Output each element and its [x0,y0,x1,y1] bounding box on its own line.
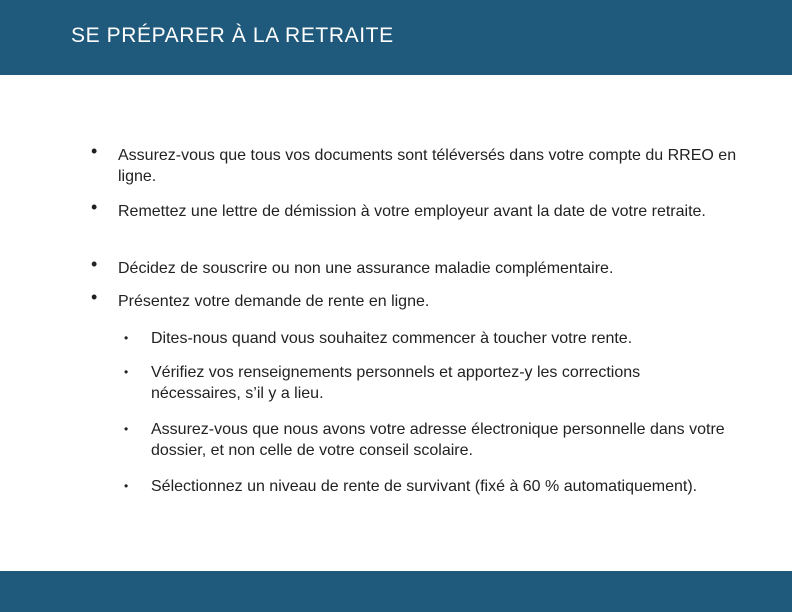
sub-bullet-text: Assurez-vous que nous avons votre adresse électronique personnelle dans votre dossier, et non celle de votre conseil scolaire. [151,421,725,459]
bullet-marker: • [91,287,98,307]
sub-bullet-item [124,419,731,461]
slide-title: SE PRÉPARER À LA RETRAITE [71,24,394,47]
bullet-marker: • [91,141,98,161]
sub-bullet-marker: • [124,365,129,379]
bullet-item [91,197,738,222]
sub-bullet-item [124,476,731,497]
bullet-marker: • [91,197,98,217]
sub-bullet-item [124,328,731,349]
sub-bullet-marker: • [124,479,129,493]
bullet-item [91,254,738,279]
footer-bar [0,571,792,612]
sub-bullet-text: Vérifiez vos renseignements personnels et apportez-y les corrections nécessaires, s’il y a lieu. [151,364,641,402]
bullet-item [91,287,738,312]
sub-bullet-text: Dites-nous quand vous souhaitez commencer à toucher votre rente. [151,330,633,347]
bullet-item [91,141,738,187]
bullet-marker: • [91,254,98,274]
sub-bullet-text: Sélectionnez un niveau de rente de survivant (fixé à 60 % automatiquement). [151,478,698,495]
bullet-text: Décidez de souscrire ou non une assurance maladie complémentaire. [118,260,614,277]
sub-bullet-item [124,362,731,404]
bullet-text: Assurez-vous que tous vos documents sont téléversés dans votre compte du RREO en ligne. [118,147,737,185]
bullet-text: Remettez une lettre de démission à votre employeur avant la date de votre retraite. [118,203,706,220]
sub-bullet-marker: • [124,331,129,345]
bullet-text: Présentez votre demande de rente en ligne. [118,293,430,310]
sub-bullet-marker: • [124,422,129,436]
